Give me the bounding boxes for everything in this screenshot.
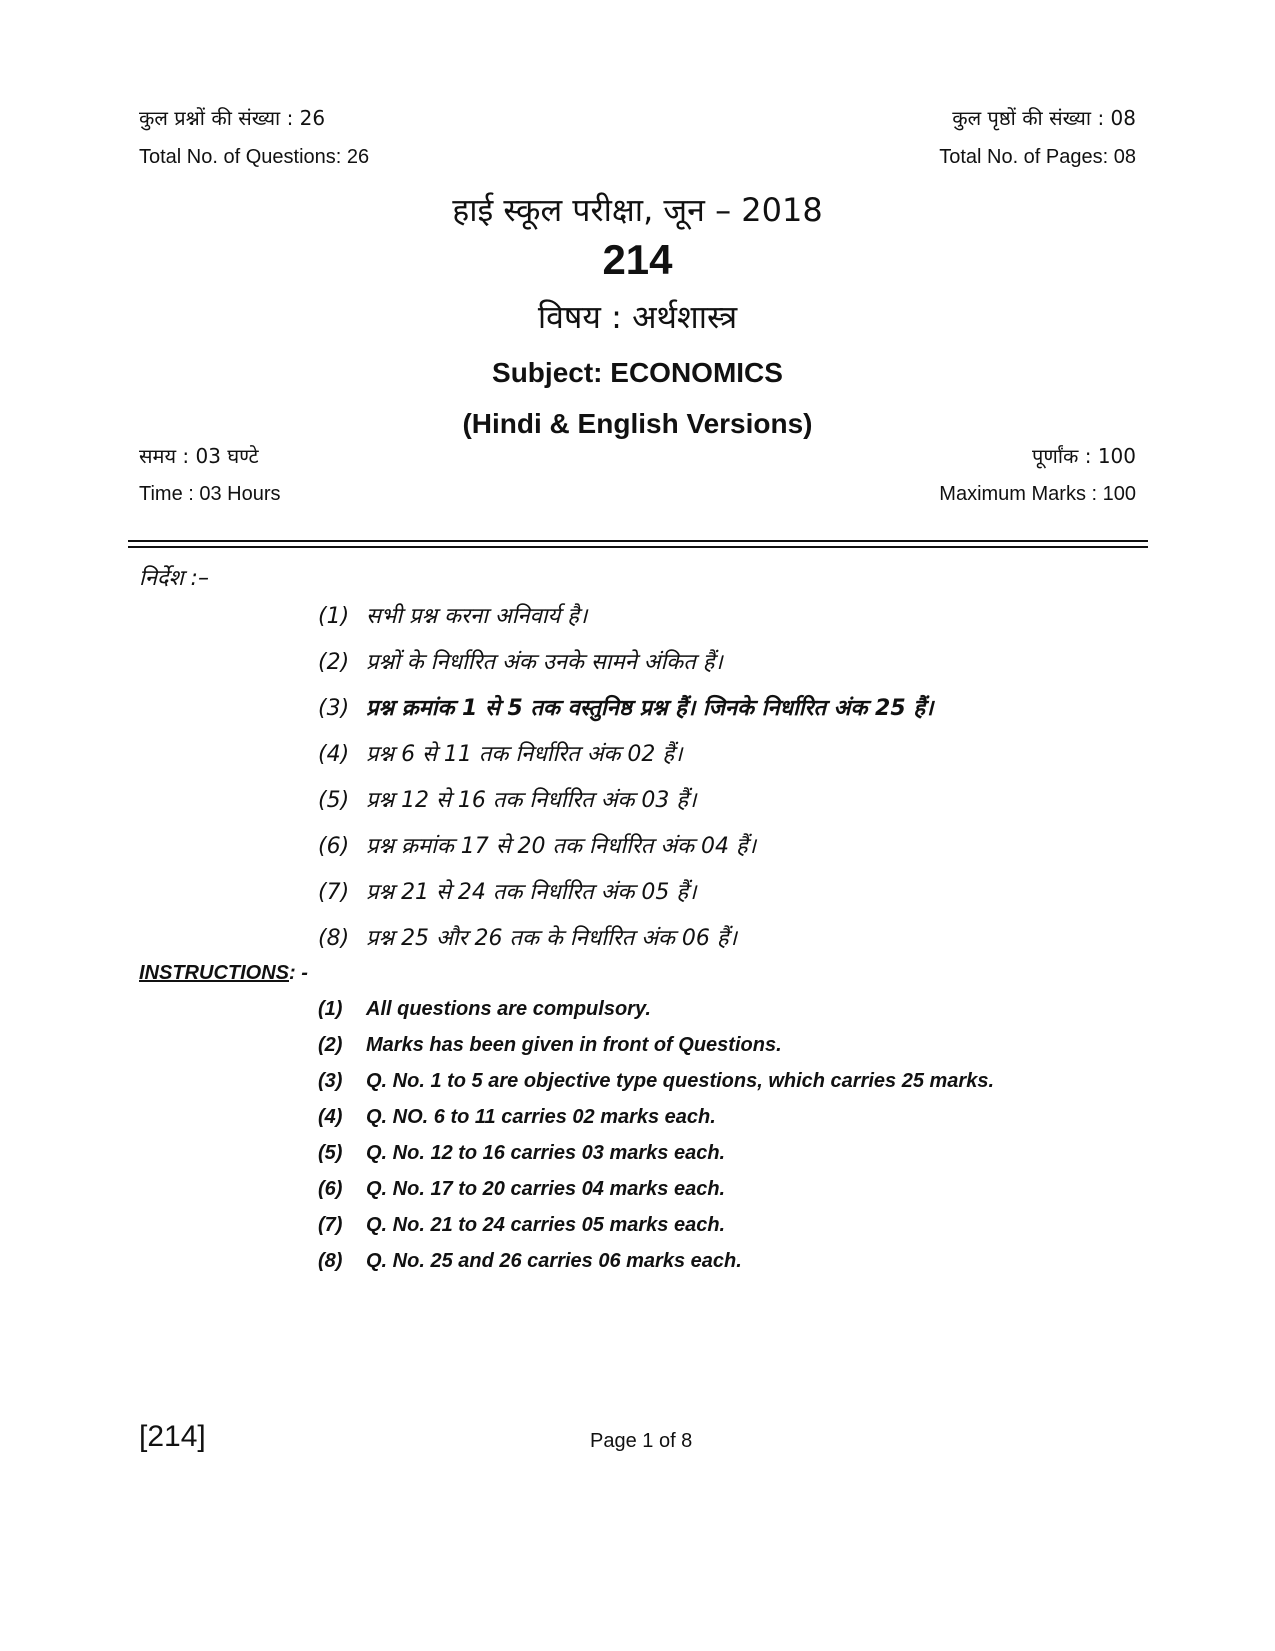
- item-text: प्रश्नों के निर्धारित अंक उनके सामने अंकित हैं।: [366, 650, 723, 675]
- instructions-hindi-list: [318, 600, 933, 968]
- item-text: प्रश्न क्रमांक 1 से 5 तक वस्तुनिष्ठ प्रश्न हैं। जिनके निर्धारित अंक 25 हैं।: [366, 696, 934, 721]
- total-questions-en: Total No. of Questions: 26: [139, 146, 370, 168]
- page-number: Page 1 of 8: [590, 1430, 693, 1452]
- item-number: (8): [318, 1250, 343, 1272]
- list-item: [318, 692, 933, 738]
- item-text: Q. No. 12 to 16 carries 03 marks each.: [366, 1142, 726, 1164]
- instructions-heading-text: INSTRUCTIONS: [139, 962, 289, 984]
- list-item: [318, 646, 933, 692]
- item-number: (1): [318, 604, 350, 629]
- list-item: [318, 922, 933, 968]
- item-number: (4): [318, 1106, 343, 1128]
- item-text: All questions are compulsory.: [366, 998, 651, 1020]
- list-item: [318, 1106, 994, 1142]
- item-text: Q. No. 21 to 24 carries 05 marks each.: [366, 1214, 726, 1236]
- list-item: [318, 1142, 994, 1178]
- instructions-english-heading: [139, 962, 308, 985]
- item-text: सभी प्रश्न करना अनिवार्य है।: [366, 604, 588, 629]
- item-number: (2): [318, 650, 350, 675]
- list-item: [318, 876, 933, 922]
- list-item: [318, 1250, 994, 1286]
- list-item: [318, 830, 933, 876]
- item-number: (1): [318, 998, 343, 1020]
- list-item: [318, 738, 933, 784]
- footer-paper-code: [214]: [139, 1420, 206, 1453]
- item-text: प्रश्न 21 से 24 तक निर्धारित अंक 05 हैं।: [366, 880, 697, 905]
- item-number: (3): [318, 696, 350, 721]
- item-number: (7): [318, 880, 350, 905]
- list-item: [318, 1070, 994, 1106]
- exam-title: हाई स्कूल परीक्षा, जून – 2018: [452, 191, 823, 229]
- item-text: Marks has been given in front of Questions.: [366, 1034, 782, 1056]
- list-item: [318, 600, 933, 646]
- item-number: (7): [318, 1214, 343, 1236]
- item-text: Q. NO. 6 to 11 carries 02 marks each.: [366, 1106, 716, 1128]
- item-text: प्रश्न 25 और 26 तक के निर्धारित अंक 06 हैं।: [366, 926, 737, 951]
- total-pages-en: Total No. of Pages: 08: [939, 146, 1136, 168]
- item-text: Q. No. 25 and 26 carries 06 marks each.: [366, 1250, 742, 1272]
- total-questions-hi: कुल प्रश्नों की संख्या : 26: [139, 106, 326, 130]
- versions-note: (Hindi & English Versions): [462, 408, 813, 439]
- item-number: (5): [318, 788, 350, 813]
- divider-line-top: [128, 540, 1148, 542]
- instructions-english-list: [318, 998, 994, 1286]
- subject-english: Subject: ECONOMICS: [492, 357, 783, 388]
- list-item: [318, 1214, 994, 1250]
- list-item: [318, 998, 994, 1034]
- item-number: (4): [318, 742, 350, 767]
- max-marks-hi: पूर्णांक : 100: [1032, 444, 1136, 468]
- item-text: प्रश्न 12 से 16 तक निर्धारित अंक 03 हैं।: [366, 788, 697, 813]
- item-text: प्रश्न 6 से 11 तक निर्धारित अंक 02 हैं।: [366, 742, 683, 767]
- subject-hindi: विषय : अर्थशास्त्र: [537, 298, 738, 336]
- item-text: Q. No. 1 to 5 are objective type questions, which carries 25 marks.: [366, 1070, 995, 1092]
- instructions-hindi-heading: निर्देश :–: [139, 566, 209, 591]
- divider-line-bottom: [128, 546, 1148, 548]
- max-marks-en: Maximum Marks : 100: [939, 483, 1136, 505]
- time-en: Time : 03 Hours: [139, 483, 281, 505]
- total-pages-hi: कुल पृष्ठों की संख्या : 08: [952, 106, 1136, 130]
- item-number: (8): [318, 926, 350, 951]
- item-text: Q. No. 17 to 20 carries 04 marks each.: [366, 1178, 726, 1200]
- item-number: (2): [318, 1034, 343, 1056]
- item-number: (6): [318, 834, 350, 859]
- item-number: (5): [318, 1142, 343, 1164]
- instructions-heading-suffix: : -: [289, 962, 308, 984]
- paper-code: 214: [602, 236, 673, 283]
- item-number: (3): [318, 1070, 343, 1092]
- list-item: [318, 1034, 994, 1070]
- time-hi: समय : 03 घण्टे: [139, 444, 259, 468]
- list-item: [318, 1178, 994, 1214]
- item-text: प्रश्न क्रमांक 17 से 20 तक निर्धारित अंक 04 हैं।: [366, 834, 757, 859]
- item-number: (6): [318, 1178, 343, 1200]
- list-item: [318, 784, 933, 830]
